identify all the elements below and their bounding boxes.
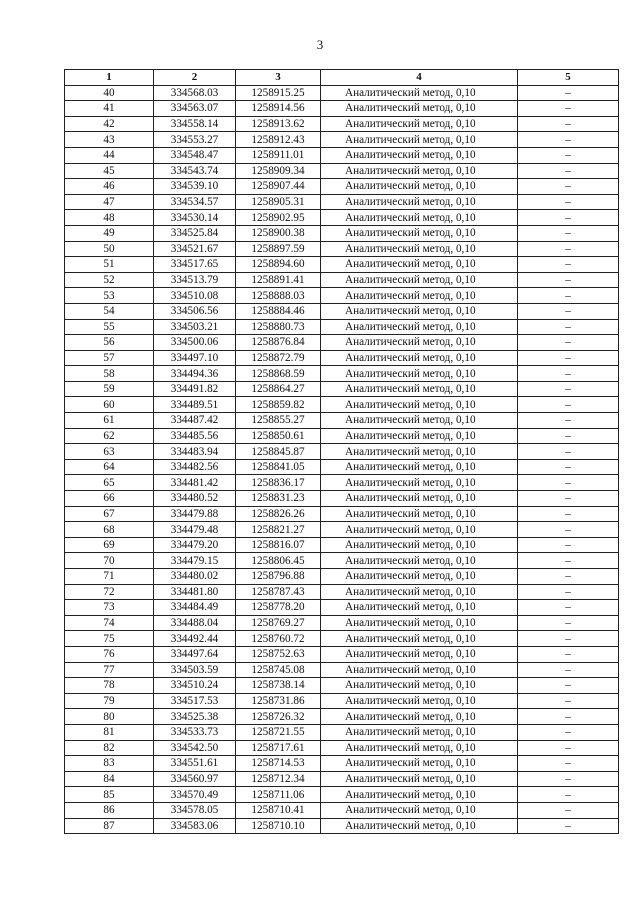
- method-accuracy-cell: Аналитический метод, 0,10: [321, 569, 518, 585]
- method-accuracy-cell: Аналитический метод, 0,10: [321, 646, 518, 662]
- point-number-cell: 46: [65, 179, 154, 195]
- y-coordinate-cell: 1258888.03: [236, 288, 321, 304]
- point-number-cell: 65: [65, 475, 154, 491]
- note-cell: –: [518, 132, 619, 148]
- point-number-cell: 81: [65, 724, 154, 740]
- table-row: [65, 537, 619, 553]
- method-accuracy-cell: Аналитический метод, 0,10: [321, 147, 518, 163]
- method-accuracy-cell: Аналитический метод, 0,10: [321, 381, 518, 397]
- note-cell: –: [518, 802, 619, 818]
- method-accuracy-cell: Аналитический метод, 0,10: [321, 335, 518, 351]
- y-coordinate-cell: 1258769.27: [236, 615, 321, 631]
- method-accuracy-cell: Аналитический метод, 0,10: [321, 678, 518, 694]
- x-coordinate-cell: 334494.36: [154, 366, 236, 382]
- table-row: [65, 693, 619, 709]
- x-coordinate-cell: 334489.51: [154, 397, 236, 413]
- method-accuracy-cell: Аналитический метод, 0,10: [321, 740, 518, 756]
- table-row: [65, 397, 619, 413]
- table-row: [65, 631, 619, 647]
- x-coordinate-cell: 334481.42: [154, 475, 236, 491]
- table-row: [65, 475, 619, 491]
- method-accuracy-cell: Аналитический метод, 0,10: [321, 693, 518, 709]
- x-coordinate-cell: 334500.06: [154, 335, 236, 351]
- point-number-cell: 47: [65, 194, 154, 210]
- point-number-cell: 56: [65, 335, 154, 351]
- table-row: [65, 272, 619, 288]
- method-accuracy-cell: Аналитический метод, 0,10: [321, 288, 518, 304]
- point-number-cell: 54: [65, 303, 154, 319]
- table-row: [65, 506, 619, 522]
- x-coordinate-cell: 334479.20: [154, 537, 236, 553]
- point-number-cell: 50: [65, 241, 154, 257]
- note-cell: –: [518, 413, 619, 429]
- method-accuracy-cell: Аналитический метод, 0,10: [321, 756, 518, 772]
- coordinates-table: [64, 69, 619, 834]
- note-cell: –: [518, 756, 619, 772]
- table-row: [65, 381, 619, 397]
- method-accuracy-cell: Аналитический метод, 0,10: [321, 802, 518, 818]
- x-coordinate-cell: 334510.24: [154, 678, 236, 694]
- table-row: [65, 662, 619, 678]
- method-accuracy-cell: Аналитический метод, 0,10: [321, 506, 518, 522]
- point-number-cell: 41: [65, 101, 154, 117]
- point-number-cell: 73: [65, 600, 154, 616]
- x-coordinate-cell: 334578.05: [154, 802, 236, 818]
- y-coordinate-cell: 1258787.43: [236, 584, 321, 600]
- note-cell: –: [518, 381, 619, 397]
- y-coordinate-cell: 1258864.27: [236, 381, 321, 397]
- x-coordinate-cell: 334503.59: [154, 662, 236, 678]
- y-coordinate-cell: 1258915.25: [236, 85, 321, 101]
- method-accuracy-cell: Аналитический метод, 0,10: [321, 475, 518, 491]
- x-coordinate-cell: 334481.80: [154, 584, 236, 600]
- point-number-cell: 77: [65, 662, 154, 678]
- y-coordinate-cell: 1258726.32: [236, 709, 321, 725]
- y-coordinate-cell: 1258897.59: [236, 241, 321, 257]
- y-coordinate-cell: 1258841.05: [236, 459, 321, 475]
- table-row: [65, 179, 619, 195]
- note-cell: –: [518, 163, 619, 179]
- point-number-cell: 62: [65, 428, 154, 444]
- note-cell: –: [518, 771, 619, 787]
- point-number-cell: 55: [65, 319, 154, 335]
- method-accuracy-cell: Аналитический метод, 0,10: [321, 522, 518, 538]
- method-accuracy-cell: Аналитический метод, 0,10: [321, 272, 518, 288]
- x-coordinate-cell: 334488.04: [154, 615, 236, 631]
- table-body: [65, 85, 619, 834]
- x-coordinate-cell: 334491.82: [154, 381, 236, 397]
- note-cell: –: [518, 288, 619, 304]
- x-coordinate-cell: 334551.61: [154, 756, 236, 772]
- y-coordinate-cell: 1258909.34: [236, 163, 321, 179]
- point-number-cell: 52: [65, 272, 154, 288]
- table-row: [65, 210, 619, 226]
- table-row: [65, 350, 619, 366]
- table-row: [65, 459, 619, 475]
- x-coordinate-cell: 334560.97: [154, 771, 236, 787]
- x-coordinate-cell: 334583.06: [154, 818, 236, 834]
- table-header: [65, 70, 619, 86]
- note-cell: –: [518, 116, 619, 132]
- x-coordinate-cell: 334482.56: [154, 459, 236, 475]
- x-coordinate-cell: 334479.88: [154, 506, 236, 522]
- table-row: [65, 319, 619, 335]
- table-row: [65, 85, 619, 101]
- point-number-cell: 63: [65, 444, 154, 460]
- x-coordinate-cell: 334513.79: [154, 272, 236, 288]
- note-cell: –: [518, 615, 619, 631]
- note-cell: –: [518, 537, 619, 553]
- y-coordinate-cell: 1258894.60: [236, 257, 321, 273]
- x-coordinate-cell: 334484.49: [154, 600, 236, 616]
- point-number-cell: 45: [65, 163, 154, 179]
- x-coordinate-cell: 334525.38: [154, 709, 236, 725]
- y-coordinate-cell: 1258868.59: [236, 366, 321, 382]
- x-coordinate-cell: 334497.10: [154, 350, 236, 366]
- y-coordinate-cell: 1258721.55: [236, 724, 321, 740]
- y-coordinate-cell: 1258859.82: [236, 397, 321, 413]
- point-number-cell: 82: [65, 740, 154, 756]
- method-accuracy-cell: Аналитический метод, 0,10: [321, 709, 518, 725]
- y-coordinate-cell: 1258891.41: [236, 272, 321, 288]
- point-number-cell: 84: [65, 771, 154, 787]
- x-coordinate-cell: 334480.52: [154, 491, 236, 507]
- note-cell: –: [518, 101, 619, 117]
- method-accuracy-cell: Аналитический метод, 0,10: [321, 724, 518, 740]
- note-cell: –: [518, 210, 619, 226]
- method-accuracy-cell: Аналитический метод, 0,10: [321, 210, 518, 226]
- y-coordinate-cell: 1258731.86: [236, 693, 321, 709]
- method-accuracy-cell: Аналитический метод, 0,10: [321, 662, 518, 678]
- y-coordinate-cell: 1258738.14: [236, 678, 321, 694]
- method-accuracy-cell: Аналитический метод, 0,10: [321, 101, 518, 117]
- note-cell: –: [518, 366, 619, 382]
- table-row: [65, 678, 619, 694]
- table-row: [65, 335, 619, 351]
- method-accuracy-cell: Аналитический метод, 0,10: [321, 241, 518, 257]
- y-coordinate-cell: 1258907.44: [236, 179, 321, 195]
- point-number-cell: 59: [65, 381, 154, 397]
- table-row: [65, 584, 619, 600]
- point-number-cell: 69: [65, 537, 154, 553]
- header-col-5: 5: [518, 70, 619, 86]
- table-row: [65, 101, 619, 117]
- y-coordinate-cell: 1258714.53: [236, 756, 321, 772]
- note-cell: –: [518, 459, 619, 475]
- point-number-cell: 43: [65, 132, 154, 148]
- point-number-cell: 61: [65, 413, 154, 429]
- point-number-cell: 40: [65, 85, 154, 101]
- note-cell: –: [518, 444, 619, 460]
- point-number-cell: 80: [65, 709, 154, 725]
- table-row: [65, 225, 619, 241]
- note-cell: –: [518, 662, 619, 678]
- y-coordinate-cell: 1258821.27: [236, 522, 321, 538]
- table-row: [65, 709, 619, 725]
- method-accuracy-cell: Аналитический метод, 0,10: [321, 600, 518, 616]
- note-cell: –: [518, 631, 619, 647]
- table-row: [65, 600, 619, 616]
- table-row: [65, 491, 619, 507]
- x-coordinate-cell: 334487.42: [154, 413, 236, 429]
- table-row: [65, 818, 619, 834]
- point-number-cell: 64: [65, 459, 154, 475]
- note-cell: –: [518, 709, 619, 725]
- note-cell: –: [518, 179, 619, 195]
- x-coordinate-cell: 334492.44: [154, 631, 236, 647]
- y-coordinate-cell: 1258806.45: [236, 553, 321, 569]
- note-cell: –: [518, 584, 619, 600]
- point-number-cell: 44: [65, 147, 154, 163]
- note-cell: –: [518, 257, 619, 273]
- table-row: [65, 787, 619, 803]
- x-coordinate-cell: 334510.08: [154, 288, 236, 304]
- y-coordinate-cell: 1258911.01: [236, 147, 321, 163]
- y-coordinate-cell: 1258905.31: [236, 194, 321, 210]
- method-accuracy-cell: Аналитический метод, 0,10: [321, 584, 518, 600]
- note-cell: –: [518, 319, 619, 335]
- y-coordinate-cell: 1258778.20: [236, 600, 321, 616]
- note-cell: –: [518, 646, 619, 662]
- table-row: [65, 428, 619, 444]
- table-row: [65, 802, 619, 818]
- x-coordinate-cell: 334517.65: [154, 257, 236, 273]
- x-coordinate-cell: 334568.03: [154, 85, 236, 101]
- x-coordinate-cell: 334479.15: [154, 553, 236, 569]
- point-number-cell: 76: [65, 646, 154, 662]
- table-row: [65, 241, 619, 257]
- table-row: [65, 163, 619, 179]
- method-accuracy-cell: Аналитический метод, 0,10: [321, 366, 518, 382]
- method-accuracy-cell: Аналитический метод, 0,10: [321, 428, 518, 444]
- note-cell: –: [518, 335, 619, 351]
- x-coordinate-cell: 334539.10: [154, 179, 236, 195]
- point-number-cell: 49: [65, 225, 154, 241]
- table-row: [65, 553, 619, 569]
- point-number-cell: 85: [65, 787, 154, 803]
- point-number-cell: 42: [65, 116, 154, 132]
- y-coordinate-cell: 1258712.34: [236, 771, 321, 787]
- note-cell: –: [518, 350, 619, 366]
- x-coordinate-cell: 334521.67: [154, 241, 236, 257]
- point-number-cell: 74: [65, 615, 154, 631]
- table-row: [65, 288, 619, 304]
- method-accuracy-cell: Аналитический метод, 0,10: [321, 319, 518, 335]
- method-accuracy-cell: Аналитический метод, 0,10: [321, 631, 518, 647]
- x-coordinate-cell: 334525.84: [154, 225, 236, 241]
- note-cell: –: [518, 475, 619, 491]
- note-cell: –: [518, 678, 619, 694]
- table-row: [65, 522, 619, 538]
- y-coordinate-cell: 1258836.17: [236, 475, 321, 491]
- point-number-cell: 58: [65, 366, 154, 382]
- point-number-cell: 53: [65, 288, 154, 304]
- point-number-cell: 87: [65, 818, 154, 834]
- note-cell: –: [518, 553, 619, 569]
- point-number-cell: 68: [65, 522, 154, 538]
- note-cell: –: [518, 818, 619, 834]
- point-number-cell: 71: [65, 569, 154, 585]
- method-accuracy-cell: Аналитический метод, 0,10: [321, 771, 518, 787]
- point-number-cell: 60: [65, 397, 154, 413]
- note-cell: –: [518, 522, 619, 538]
- x-coordinate-cell: 334480.02: [154, 569, 236, 585]
- y-coordinate-cell: 1258912.43: [236, 132, 321, 148]
- point-number-cell: 70: [65, 553, 154, 569]
- method-accuracy-cell: Аналитический метод, 0,10: [321, 350, 518, 366]
- y-coordinate-cell: 1258796.88: [236, 569, 321, 585]
- table-row: [65, 646, 619, 662]
- header-col-1: 1: [65, 70, 154, 86]
- y-coordinate-cell: 1258745.08: [236, 662, 321, 678]
- x-coordinate-cell: 334530.14: [154, 210, 236, 226]
- point-number-cell: 83: [65, 756, 154, 772]
- note-cell: –: [518, 303, 619, 319]
- method-accuracy-cell: Аналитический метод, 0,10: [321, 85, 518, 101]
- x-coordinate-cell: 334517.53: [154, 693, 236, 709]
- y-coordinate-cell: 1258850.61: [236, 428, 321, 444]
- note-cell: –: [518, 787, 619, 803]
- y-coordinate-cell: 1258914.56: [236, 101, 321, 117]
- x-coordinate-cell: 334558.14: [154, 116, 236, 132]
- table-row: [65, 444, 619, 460]
- y-coordinate-cell: 1258717.61: [236, 740, 321, 756]
- point-number-cell: 48: [65, 210, 154, 226]
- y-coordinate-cell: 1258845.87: [236, 444, 321, 460]
- method-accuracy-cell: Аналитический метод, 0,10: [321, 194, 518, 210]
- method-accuracy-cell: Аналитический метод, 0,10: [321, 615, 518, 631]
- x-coordinate-cell: 334479.48: [154, 522, 236, 538]
- note-cell: –: [518, 241, 619, 257]
- method-accuracy-cell: Аналитический метод, 0,10: [321, 397, 518, 413]
- x-coordinate-cell: 334534.57: [154, 194, 236, 210]
- table-row: [65, 724, 619, 740]
- method-accuracy-cell: Аналитический метод, 0,10: [321, 787, 518, 803]
- note-cell: –: [518, 600, 619, 616]
- point-number-cell: 57: [65, 350, 154, 366]
- y-coordinate-cell: 1258752.63: [236, 646, 321, 662]
- point-number-cell: 79: [65, 693, 154, 709]
- x-coordinate-cell: 334542.50: [154, 740, 236, 756]
- y-coordinate-cell: 1258710.10: [236, 818, 321, 834]
- table-row: [65, 740, 619, 756]
- note-cell: –: [518, 194, 619, 210]
- note-cell: –: [518, 272, 619, 288]
- method-accuracy-cell: Аналитический метод, 0,10: [321, 818, 518, 834]
- table-row: [65, 147, 619, 163]
- method-accuracy-cell: Аналитический метод, 0,10: [321, 257, 518, 273]
- header-row: [65, 70, 619, 86]
- table-row: [65, 771, 619, 787]
- note-cell: –: [518, 147, 619, 163]
- table-row: [65, 413, 619, 429]
- note-cell: –: [518, 428, 619, 444]
- header-col-2: 2: [154, 70, 236, 86]
- y-coordinate-cell: 1258855.27: [236, 413, 321, 429]
- method-accuracy-cell: Аналитический метод, 0,10: [321, 537, 518, 553]
- point-number-cell: 75: [65, 631, 154, 647]
- y-coordinate-cell: 1258816.07: [236, 537, 321, 553]
- header-col-4: 4: [321, 70, 518, 86]
- point-number-cell: 72: [65, 584, 154, 600]
- note-cell: –: [518, 491, 619, 507]
- point-number-cell: 51: [65, 257, 154, 273]
- header-col-3: 3: [236, 70, 321, 86]
- table-row: [65, 132, 619, 148]
- note-cell: –: [518, 693, 619, 709]
- method-accuracy-cell: Аналитический метод, 0,10: [321, 225, 518, 241]
- x-coordinate-cell: 334548.47: [154, 147, 236, 163]
- table-row: [65, 257, 619, 273]
- method-accuracy-cell: Аналитический метод, 0,10: [321, 132, 518, 148]
- table-row: [65, 194, 619, 210]
- point-number-cell: 78: [65, 678, 154, 694]
- y-coordinate-cell: 1258902.95: [236, 210, 321, 226]
- x-coordinate-cell: 334483.94: [154, 444, 236, 460]
- y-coordinate-cell: 1258710.41: [236, 802, 321, 818]
- note-cell: –: [518, 724, 619, 740]
- table-row: [65, 366, 619, 382]
- y-coordinate-cell: 1258876.84: [236, 335, 321, 351]
- x-coordinate-cell: 334506.56: [154, 303, 236, 319]
- x-coordinate-cell: 334485.56: [154, 428, 236, 444]
- y-coordinate-cell: 1258880.73: [236, 319, 321, 335]
- note-cell: –: [518, 740, 619, 756]
- method-accuracy-cell: Аналитический метод, 0,10: [321, 163, 518, 179]
- method-accuracy-cell: Аналитический метод, 0,10: [321, 459, 518, 475]
- table-row: [65, 116, 619, 132]
- note-cell: –: [518, 85, 619, 101]
- page-number: 3: [316, 37, 324, 52]
- x-coordinate-cell: 334503.21: [154, 319, 236, 335]
- table-row: [65, 569, 619, 585]
- y-coordinate-cell: 1258884.46: [236, 303, 321, 319]
- y-coordinate-cell: 1258900.38: [236, 225, 321, 241]
- x-coordinate-cell: 334497.64: [154, 646, 236, 662]
- note-cell: –: [518, 397, 619, 413]
- method-accuracy-cell: Аналитический метод, 0,10: [321, 116, 518, 132]
- method-accuracy-cell: Аналитический метод, 0,10: [321, 413, 518, 429]
- note-cell: –: [518, 225, 619, 241]
- method-accuracy-cell: Аналитический метод, 0,10: [321, 553, 518, 569]
- table-row: [65, 303, 619, 319]
- y-coordinate-cell: 1258826.26: [236, 506, 321, 522]
- x-coordinate-cell: 334533.73: [154, 724, 236, 740]
- method-accuracy-cell: Аналитический метод, 0,10: [321, 491, 518, 507]
- x-coordinate-cell: 334553.27: [154, 132, 236, 148]
- method-accuracy-cell: Аналитический метод, 0,10: [321, 444, 518, 460]
- x-coordinate-cell: 334543.74: [154, 163, 236, 179]
- y-coordinate-cell: 1258760.72: [236, 631, 321, 647]
- point-number-cell: 67: [65, 506, 154, 522]
- y-coordinate-cell: 1258831.23: [236, 491, 321, 507]
- y-coordinate-cell: 1258872.79: [236, 350, 321, 366]
- table-row: [65, 615, 619, 631]
- method-accuracy-cell: Аналитический метод, 0,10: [321, 303, 518, 319]
- y-coordinate-cell: 1258711.06: [236, 787, 321, 803]
- note-cell: –: [518, 506, 619, 522]
- y-coordinate-cell: 1258913.62: [236, 116, 321, 132]
- note-cell: –: [518, 569, 619, 585]
- point-number-cell: 86: [65, 802, 154, 818]
- table-row: [65, 756, 619, 772]
- x-coordinate-cell: 334563.07: [154, 101, 236, 117]
- x-coordinate-cell: 334570.49: [154, 787, 236, 803]
- method-accuracy-cell: Аналитический метод, 0,10: [321, 179, 518, 195]
- point-number-cell: 66: [65, 491, 154, 507]
